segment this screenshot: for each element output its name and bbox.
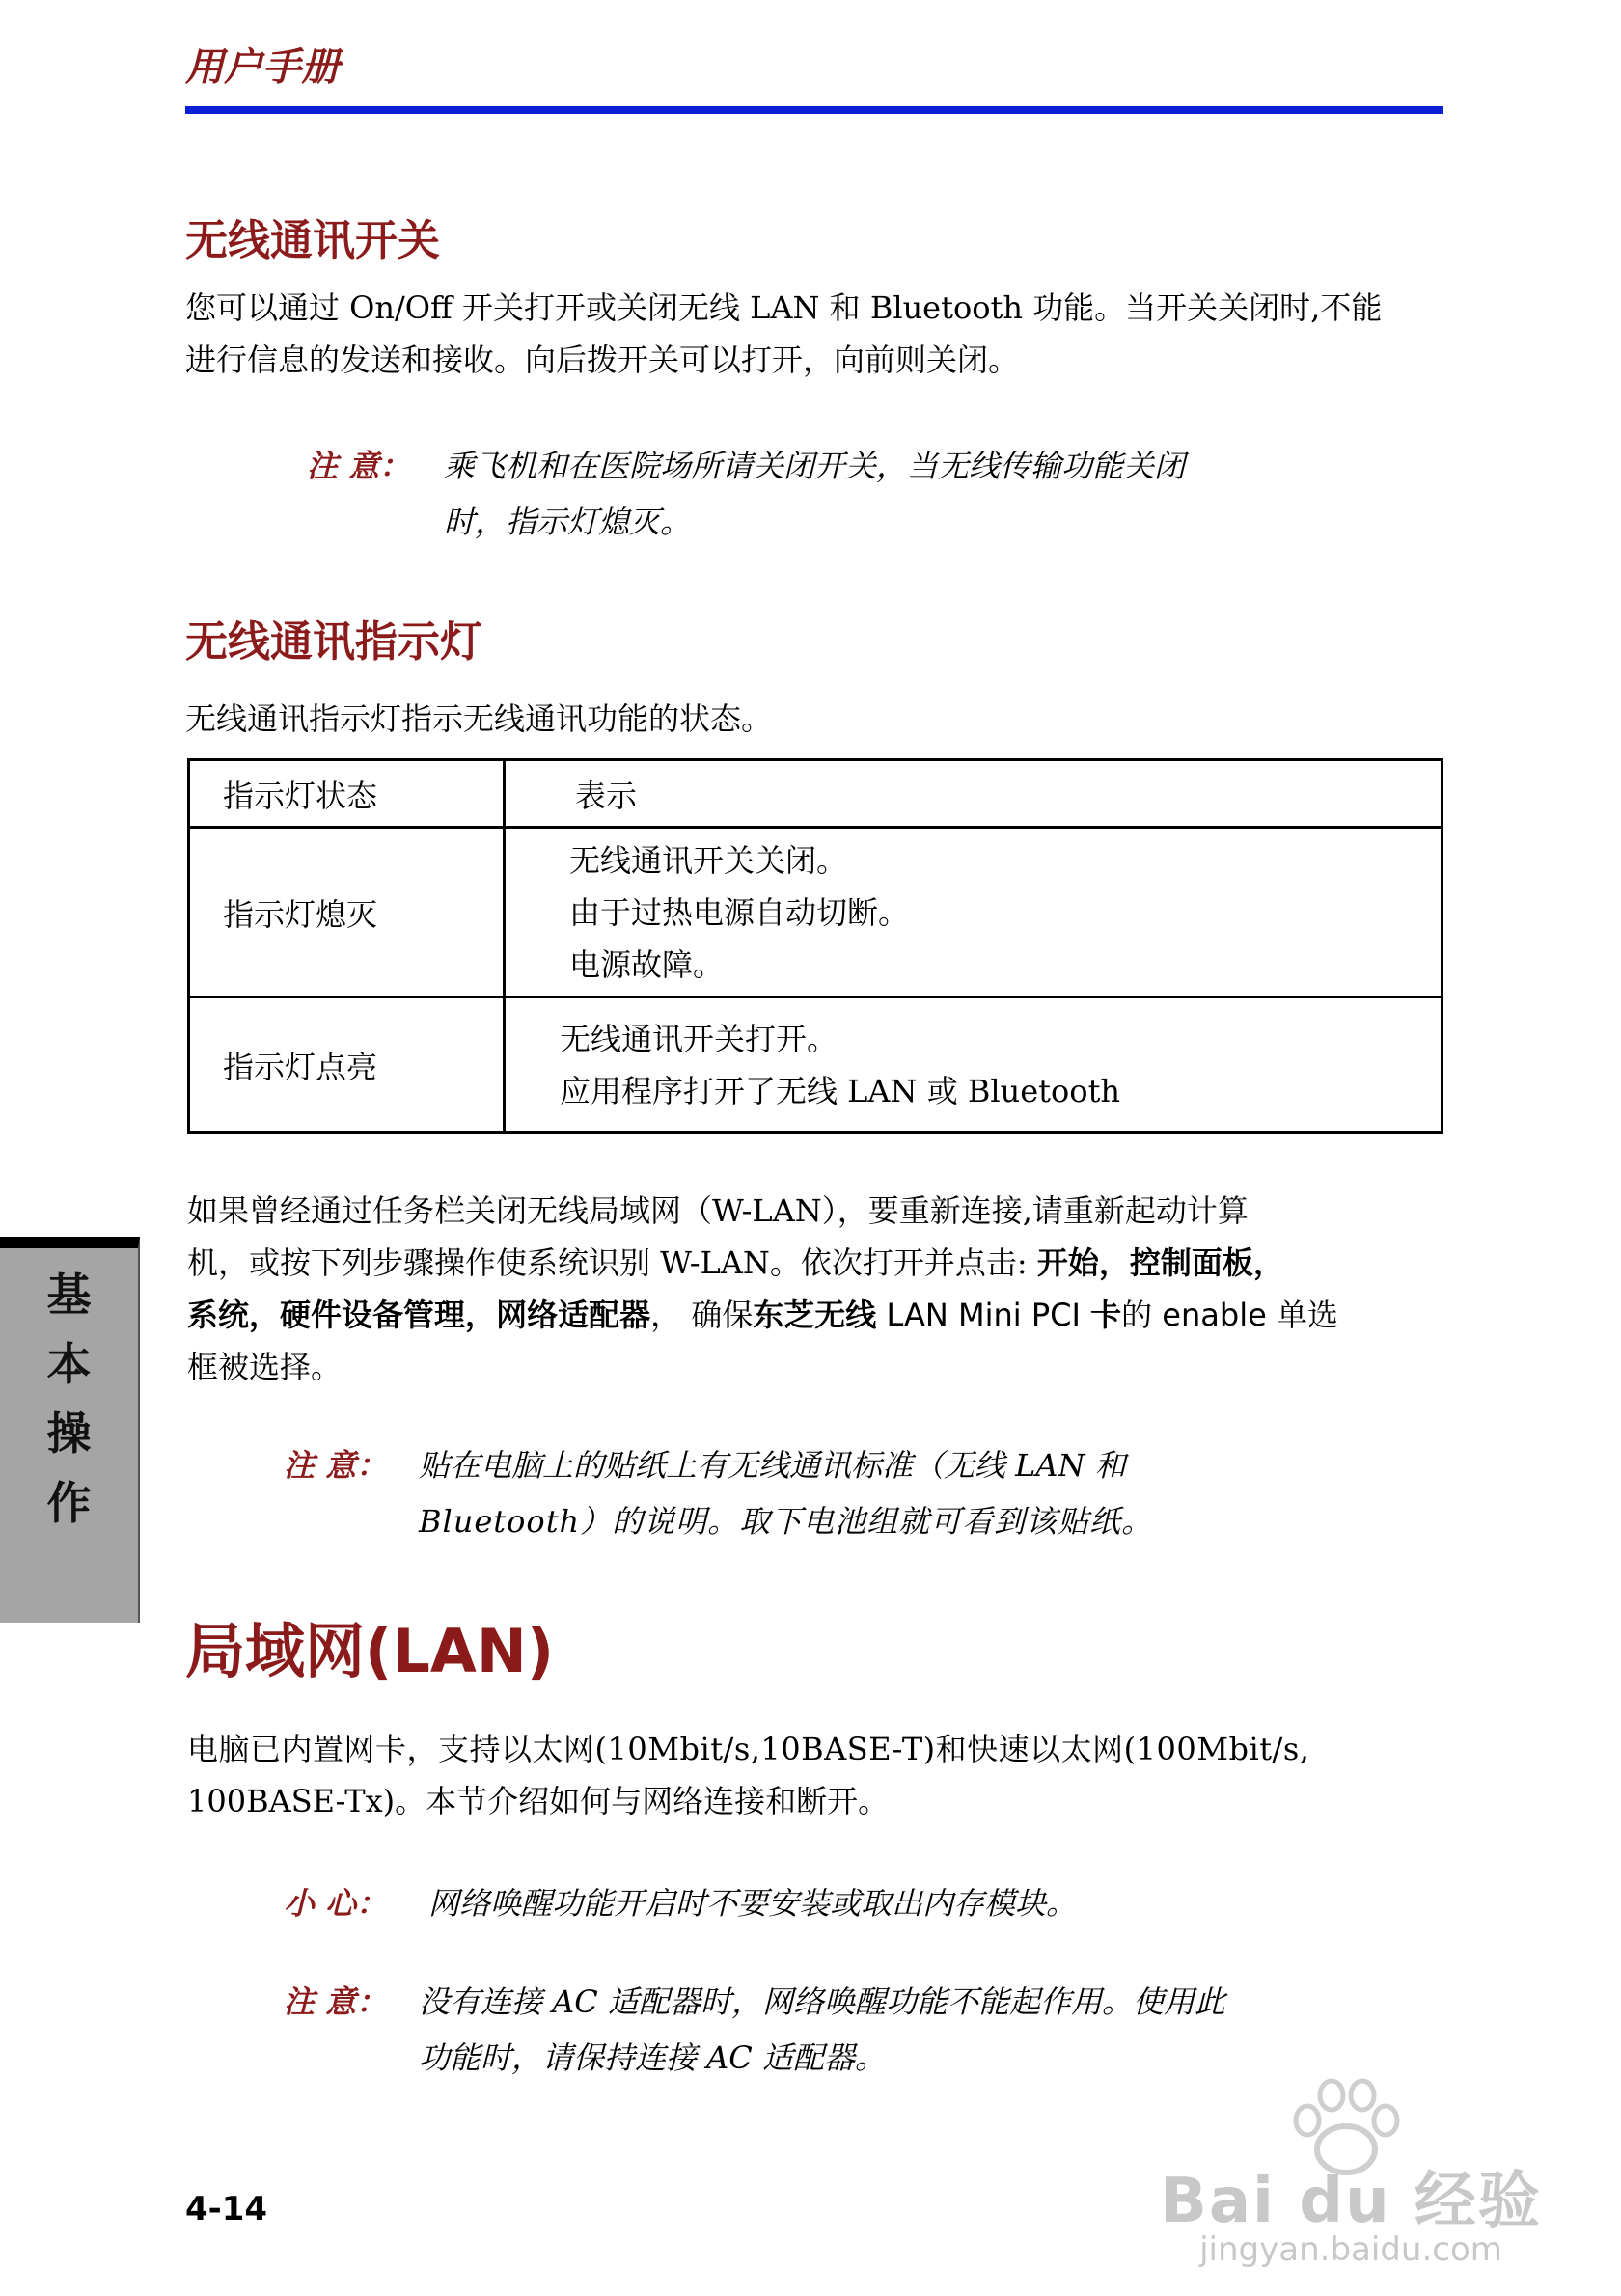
note-1	[307, 438, 410, 494]
note-label: 注 意：	[307, 448, 411, 484]
note-line: 功能时，请保持连接 AC 适配器。	[419, 2039, 886, 2076]
wlan-reconnect-paragraph	[187, 1185, 1445, 1393]
caution-text: 网络唤醒功能开启时不要安装或取出内存模块。	[428, 1885, 1078, 1922]
side-tab-char: 基	[46, 1269, 92, 1321]
device-model: LAN Mini PCI	[876, 1297, 1091, 1333]
meaning-line: 无线通讯开关打开。	[560, 1020, 838, 1057]
side-tab-char: 作	[46, 1477, 92, 1529]
caution	[284, 1875, 387, 1931]
separator: ，	[465, 1297, 497, 1333]
paragraph-line: 框被选择。	[187, 1349, 343, 1385]
table-cell-meaning	[505, 828, 1442, 998]
chapter-side-tab	[0, 1237, 140, 1623]
side-tab-char: 本	[46, 1338, 92, 1390]
table-row	[189, 828, 1442, 998]
header-rule	[185, 106, 1443, 114]
menu-path-system: 系统	[187, 1297, 250, 1333]
baidu-watermark	[1158, 2074, 1544, 2277]
separator: ，	[249, 1297, 281, 1333]
paragraph-line: 您可以通过 On/Off 开关打开或关闭无线 LAN 和 Bluetooth 功能。当开关关闭时,不能	[185, 289, 1383, 326]
meaning-line: 应用程序打开了无线 LAN 或 Bluetooth	[560, 1072, 1121, 1109]
text-run: 的 enable 单选	[1121, 1297, 1338, 1333]
note-label: 注 意：	[284, 1447, 388, 1484]
page-number: 4-14	[185, 2190, 268, 2228]
table-header-row	[189, 760, 1442, 828]
note-3	[284, 1974, 387, 2030]
section-title-wireless-switch: 无线通讯开关	[185, 216, 440, 265]
table-row	[189, 998, 1442, 1133]
meaning-line: 电源故障。	[569, 945, 725, 983]
note-line: 乘飞机和在医院场所请关闭开关，当无线传输功能关闭	[444, 448, 1186, 484]
note-line: Bluetooth）的说明。取下电池组就可看到该贴纸。	[419, 1503, 1154, 1540]
menu-path-start: 开始	[1036, 1244, 1099, 1281]
text-run: ， 确保	[650, 1297, 754, 1333]
section-title-wireless-indicator: 无线通讯指示灯	[185, 617, 482, 667]
note-1-text	[444, 438, 1185, 550]
table-header-cell: 指示灯状态	[189, 760, 505, 828]
caution-label: 小 心：	[284, 1885, 388, 1922]
note-3-text	[419, 1974, 1225, 2086]
lan-paragraph	[187, 1723, 1445, 1827]
device-card: 卡	[1090, 1297, 1122, 1333]
table-header-cell: 表示	[505, 760, 1442, 828]
watermark-url: jingyan.baidu.com	[1199, 2230, 1502, 2269]
note-line: 没有连接 AC 适配器时，网络唤醒功能不能起作用。使用此	[419, 1983, 1225, 2020]
meaning-line: 无线通讯开关关闭。	[569, 841, 848, 879]
separator: ，	[1252, 1244, 1284, 1281]
paragraph-line	[187, 1289, 1445, 1341]
device-name: 东芝无线	[753, 1297, 877, 1333]
menu-path-control-panel: 控制面板	[1129, 1244, 1253, 1281]
menu-path-network-adapter: 网络适配器	[496, 1297, 651, 1333]
paragraph-line: 电脑已内置网卡，支持以太网(10Mbit/s,10BASE-T)和快速以太网(100Mbit/s,	[187, 1731, 1310, 1767]
paragraph-line: 如果曾经通过任务栏关闭无线局域网（W-LAN），要重新连接,请重新起动计算	[187, 1192, 1249, 1229]
table-cell-meaning	[505, 998, 1442, 1133]
watermark-brand: Bai du 经验	[1160, 2166, 1542, 2237]
separator: ，	[1098, 1244, 1130, 1281]
paragraph-line	[187, 1237, 1445, 1289]
note-line: 贴在电脑上的贴纸上有无线通讯标准（无线 LAN 和	[419, 1447, 1126, 1484]
indicator-intro: 无线通讯指示灯指示无线通讯功能的状态。	[185, 700, 773, 737]
wireless-switch-paragraph	[185, 282, 1443, 386]
paragraph-line: 100BASE-Tx)。本节介绍如何与网络连接和断开。	[187, 1783, 890, 1819]
note-label: 注 意：	[284, 1983, 388, 2020]
header-title: 用户手册	[185, 45, 340, 90]
paragraph-line: 进行信息的发送和接收。向后拨开关可以打开，向前则关闭。	[185, 342, 1020, 378]
table-cell-state: 指示灯点亮	[189, 998, 505, 1133]
menu-path-device-manager: 硬件设备管理	[280, 1297, 466, 1333]
indicator-status-table	[187, 758, 1443, 1134]
table-cell-state: 指示灯熄灭	[189, 828, 505, 998]
text-run: 机，或按下列步骤操作使系统识别 W-LAN。依次打开并点击:	[187, 1244, 1037, 1281]
meaning-line: 由于过热电源自动切断。	[569, 893, 910, 931]
note-2-text	[419, 1437, 1153, 1549]
section-title-lan: 局域网(LAN)	[185, 1616, 555, 1686]
note-line: 时，指示灯熄灭。	[444, 504, 692, 540]
side-tab-char: 操	[46, 1408, 92, 1460]
note-2	[284, 1437, 387, 1493]
